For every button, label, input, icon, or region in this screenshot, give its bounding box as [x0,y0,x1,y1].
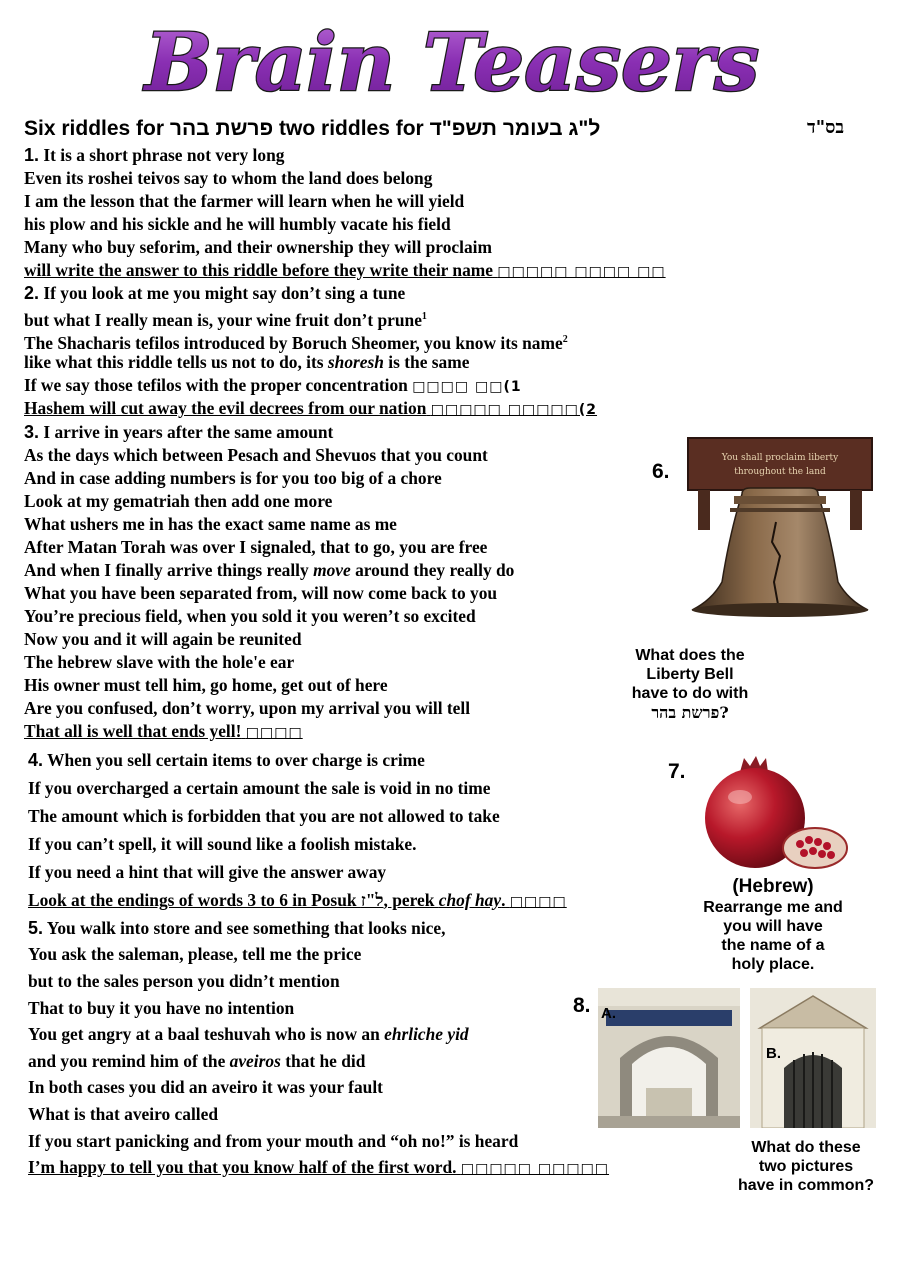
riddle-text: If you need a hint that will give the answer away [28,862,387,882]
page-title [0,8,901,108]
riddle-text: You’re precious field, when you sold it you weren’t so excited [24,606,476,626]
riddle-line [24,168,432,189]
riddle-line [28,971,340,992]
riddle-text: In both cases you did an aveiro it was your fault [28,1077,383,1097]
riddle-text: I arrive in years after the same amount [43,422,334,442]
gate-a-image [598,988,740,1128]
riddle-line [28,998,294,1019]
caption-line: the name of a [721,937,825,954]
bsd-mark: בס"ד [807,117,844,138]
gate-b-image [750,988,876,1128]
riddle-text: Now you and it will again be reunited [24,629,302,649]
header-line [24,117,874,143]
riddle-text: and you remind him of the aveiros that he did [28,1051,366,1071]
riddle-line [28,1131,518,1152]
riddle-line [24,583,497,604]
riddle-text: I’m happy to tell you that you know half of the first word. [28,1157,457,1177]
riddle-text: When you sell certain items to over charge is crime [47,750,425,770]
riddle-line [28,834,416,855]
riddle-line [28,1104,218,1125]
riddle-line [24,560,514,581]
riddle-number: 5. [28,918,44,938]
riddle-line [24,214,451,235]
riddle-text: Look at the endings of words 3 to 6 in Posuk ל"ז, perek chof hay. [28,890,506,910]
riddle-line [28,1157,609,1180]
riddle-text: After Matan Torah was over I signaled, that to go, you are free [24,537,488,557]
riddle-line [28,1024,469,1045]
riddle-line [28,890,567,913]
riddle-number: 3. [24,422,40,442]
riddle-line [24,445,488,466]
riddle-text: If you look at me you might say don’t sing a tune [43,283,406,303]
pomegranate-image [700,752,850,874]
bell-inscription-2: throughout the land [734,467,826,477]
riddle-text: If you can’t spell, it will sound like a foolish mistake. [28,834,417,854]
title-text: Brain Teasers [144,15,760,108]
riddle-line [24,145,284,166]
riddle-line [24,721,303,744]
riddle-text: It is a short phrase not very long [43,145,285,165]
riddle-text: If you start panicking and from your mouth and “oh no!” is heard [28,1131,519,1151]
riddle-line [28,1077,383,1098]
caption-line: (Hebrew) [732,876,814,897]
picture-7-caption [678,876,868,974]
answer-boxes: □□□□□ □□□□□(2 [430,402,598,418]
riddle-line [28,944,361,965]
riddle-text: Are you confused, don’t worry, upon my arrival you will tell [24,698,471,718]
bell-inscription-1: You shall proclaim liberty [721,453,839,463]
picture-6-caption [600,646,780,722]
caption-line: Liberty Bell [646,666,734,683]
riddle-text: What you have been separated from, will now come back to you [24,583,498,603]
riddle-line [24,652,294,673]
riddle-number: 4. [28,750,44,770]
header-text: Six riddles for פרשת בהר two riddles for ל"ג בעומר תשפ"ד [24,117,601,140]
caption-line: holy place. [731,956,815,973]
caption-line: two pictures [758,1158,854,1175]
riddle-text: his plow and his sickle and he will humbly vacate his field [24,214,451,234]
picture-8-caption [718,1138,894,1195]
riddle-line [24,422,333,443]
riddle-text: And when I finally arrive things really move around they really do [24,560,515,580]
gate-b-label: B. [766,1045,781,1062]
gate-a-label: A. [601,1005,616,1022]
riddle-text: And in case adding numbers is for you too big of a chore [24,468,442,488]
picture-7-number: 7. [668,760,686,783]
riddle-text: His owner must tell him, go home, get out of here [24,675,388,695]
riddle-text: That to buy it you have no intention [28,998,295,1018]
riddle-number: 2. [24,283,40,303]
riddle-line [24,237,492,258]
riddle-line [24,606,476,627]
riddle-text: Many who buy seforim, and their ownership they will proclaim [24,237,492,257]
liberty-bell-image [680,432,880,632]
riddle-text: but what I really mean is, your wine fruit don’t prune [24,309,422,330]
riddle-line [24,352,469,373]
riddle-line [28,862,386,883]
riddle-line [28,778,490,799]
riddle-text: You ask the saleman, please, tell me the price [28,944,362,964]
caption-line: have in common? [737,1177,875,1194]
answer-boxes: □□□□ [509,894,567,910]
caption-line: have to do with [631,685,749,702]
answer-boxes: □□□□ [245,725,303,741]
riddle-text: The Shacharis tefilos introduced by Boruch Sheomer, you know its name [24,332,563,353]
riddle-text: like what this riddle tells us not to do, its shoresh is the same [24,352,470,372]
riddle-text: You get angry at a baal teshuvah who is now an ehrliche yid [28,1024,469,1044]
answer-boxes: □□□□□ □□□□ □□ [497,264,666,280]
riddle-line [24,629,302,650]
riddle-line [24,537,487,558]
riddle-line [28,806,500,827]
riddle-line [24,514,397,535]
caption-line: What do these [751,1139,861,1156]
caption-line: you will have [723,918,823,935]
riddle-text: The amount which is forbidden that you are not allowed to take [28,806,500,826]
riddle-text: You walk into store and see something that looks nice, [46,918,446,938]
riddle-text: If you overcharged a certain amount the sale is void in no time [28,778,491,798]
riddle-text: That all is well that ends yell! [24,721,242,741]
riddle-text: Look at my gematriah then add one more [24,491,333,511]
caption-line: Rearrange me and [703,899,843,916]
riddle-text: I am the lesson that the farmer will learn when he will yield [24,191,465,211]
riddle-text: Hashem will cut away the evil decrees from our nation [24,398,427,418]
riddle-text: As the days which between Pesach and Shevuos that you count [24,445,488,465]
footnote-mark: 1 [421,311,427,322]
riddle-line [28,918,445,939]
riddle-text: but to the sales person you didn’t mention [28,971,340,991]
riddle-line [24,329,568,354]
riddle-text: The hebrew slave with the hole'e ear [24,652,295,672]
riddle-line [24,491,332,512]
answer-boxes: □□□□□ □□□□□ [460,1161,610,1177]
riddle-line [28,1051,365,1072]
caption-line: פרשת בהר? [651,703,729,722]
riddle-line [24,283,405,304]
riddle-line [24,675,388,696]
riddle-text: If we say those tefilos with the proper concentration [24,375,408,395]
picture-8-number: 8. [573,994,591,1017]
riddle-text: What ushers me in has the exact same name as me [24,514,397,534]
caption-line: What does the [635,647,745,664]
riddle-number: 1. [24,145,40,165]
riddle-line [24,260,666,283]
riddle-line [24,698,470,719]
riddle-text: Even its roshei teivos say to whom the land does belong [24,168,433,188]
riddle-line [24,306,427,331]
riddle-line [24,398,597,421]
riddle-line [24,375,522,398]
riddle-text: will write the answer to this riddle before they write their name [24,260,493,280]
riddle-line [24,191,464,212]
riddle-line [28,750,425,771]
riddle-line [24,468,442,489]
picture-6-number: 6. [652,460,670,483]
footnote-mark: 2 [562,334,568,345]
answer-boxes: □□□□ □□(1 [412,379,522,395]
riddle-text: What is that aveiro called [28,1104,218,1124]
